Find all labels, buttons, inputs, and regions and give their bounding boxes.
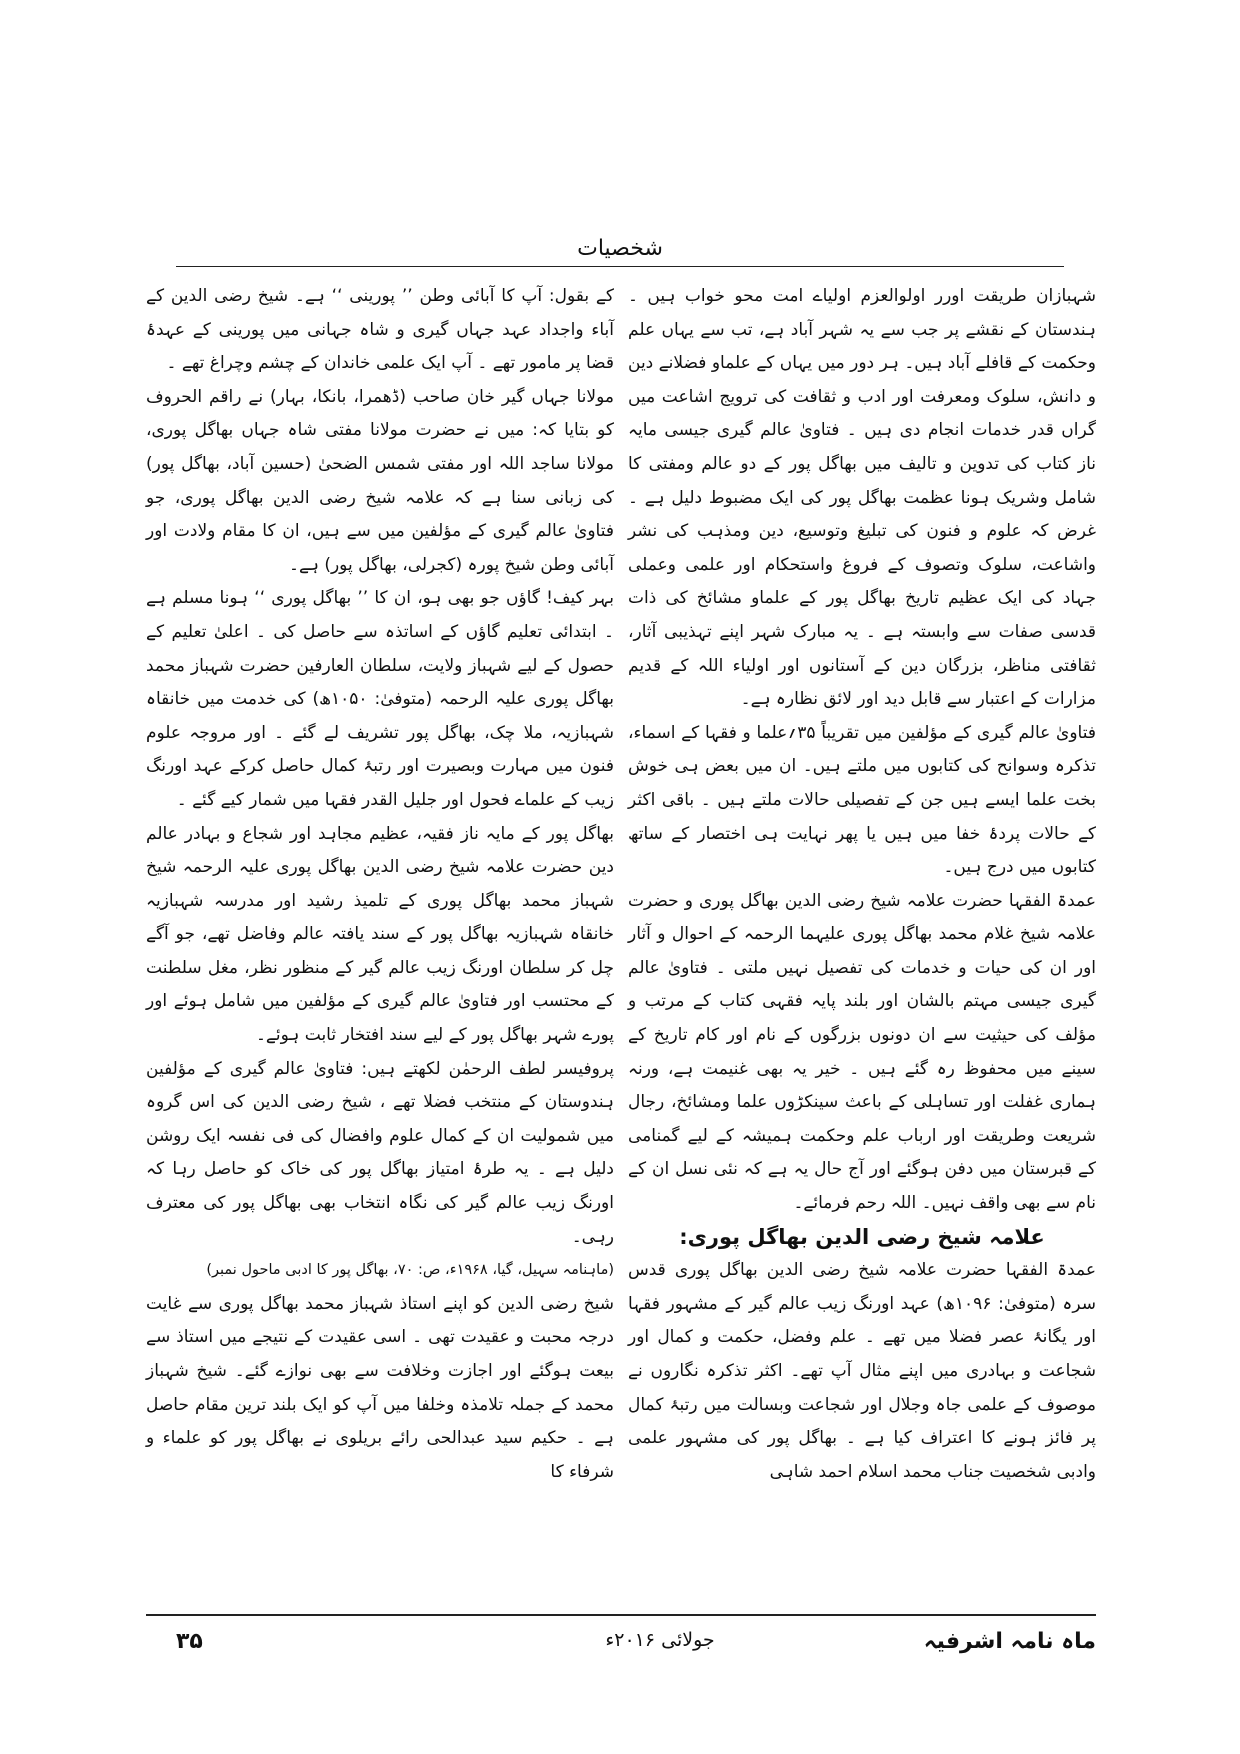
- footer-rule: [146, 1614, 1096, 1616]
- issue-date: جولائی ۲۰۱۶ء: [605, 1629, 715, 1651]
- left-paragraph-1: کے بقول: آپ کا آبائی وطن ’’ پورینی ‘‘ ہے۔ شیخ رضی الدین کے آباء واجداد عہد جہاں گیری و شاہ جہانی میں پورینی کے عہدۂ قضا پر مامور تھے ۔ آپ ایک علمی خاندان کے چشم وچراغ تھے ۔: [146, 286, 614, 374]
- section-heading: علامہ شیخ رضی الدین بھاگل پوری:: [679, 1224, 1045, 1249]
- header-rule: [176, 266, 1064, 267]
- left-paragraph-6: شیخ رضی الدین کو اپنے استاذ شہباز محمد بھاگل پوری سے غایت درجہ محبت و عقیدت تھی ۔ اسی عقیدت کے نتیجے میں استاذ سے بیعت ہوگئے اور اجازت وخلافت سے بھی نوازے گئے۔ شیخ شہباز محمد کے جملہ تلامذہ وخلفا میں آپ کو ایک بلند ترین مقام حاصل ہے ۔ حکیم سید عبدالحی رائے بریلوی نے بھاگل پور کو علماء و شرفاء کا: [146, 1293, 614, 1482]
- magazine-name: ماہ نامہ اشرفیہ: [923, 1629, 1096, 1654]
- left-paragraph-4: بھاگل پور کے مایہ ناز فقیہ، عظیم مجاہد اور شجاع و بہادر عالم دین حضرت علامہ شیخ رضی الدین بھاگل پوری علیہ الرحمہ شیخ شہباز محمد بھاگل پوری کے تلمیذ رشید اور مدرسہ شہبازیہ خانقاہ شہبازیہ بھاگل پور کے سند یافتہ عالم وفاضل تھے، جو آگے چل کر سلطان اورنگ زیب عالم گیر کے منظور نظر، مغل سلطنت کے محتسب اور فتاویٰ عالم گیری کے مؤلفین میں شامل ہوئے اور پورے شہر بھاگل پور کے لیے سند افتخار ثابت ہوئے۔: [146, 823, 614, 1046]
- right-paragraph-3: عمدۃ الفقہا حضرت علامہ شیخ رضی الدین بھاگل پوری و حضرت علامہ شیخ غلام محمد بھاگل پوری علیہما الرحمہ کے احوال و آثار اور ان کی حیات و خدمات کی تفصیل نہیں ملتی ۔ فتاویٰ عالم گیری جیسی مہتم بالشان اور بلند پایہ فقہی کتاب کے مرتب و مؤلف کی حیثیت سے ان دونوں بزرگوں کے نام اور کام تاریخ کے سینے میں محفوظ رہ گئے ہیں ۔ خیر یہ بھی غنیمت ہے، ورنہ ہماری غفلت اور تساہلی کے باعث سینکڑوں علما ومشائخ، رجال شریعت وطریقت اور ارباب علم وحکمت ہمیشہ کے لیے گمنامی کے قبرستان میں دفن ہوگئے اور آج حال یہ ہے کہ نئی نسل ان کے نام سے بھی واقف نہیں۔ اللہ رحم فرمائے۔: [628, 890, 1096, 1214]
- right-paragraph-2: فتاویٰ عالم گیری کے مؤلفین میں تقریباً ۳۵؍علما و فقہا کے اسماء، تذکرہ وسوانح کی کتابوں میں ملتے ہیں۔ ان میں بعض ہی خوش بخت علما ایسے ہیں جن کے تفصیلی حالات ملتے ہیں ۔ باقی اکثر کے حالات پردۂ خفا میں ہیں یا پھر نہایت ہی اختصار کے ساتھ کتابوں میں درج ہیں۔: [628, 722, 1096, 878]
- running-header: شخصیات: [577, 236, 663, 261]
- left-paragraph-5: پروفیسر لطف الرحمٰن لکھتے ہیں: فتاویٰ عالم گیری کے مؤلفین ہندوستان کے منتخب فضلا تھے ، شیخ رضی الدین کی اس گروہ میں شمولیت ان کے کمال علوم وافضال کی فی نفسہ ایک روشن دلیل ہے ۔ یہ طرۂ امتیاز بھاگل پور کی خاک کو حاصل رہا کہ اورنگ زیب عالم گیر کی نگاہ انتخاب بھی بھاگل پور کی معترف رہی۔: [146, 1058, 614, 1247]
- page-number: ۳۵: [176, 1629, 203, 1654]
- left-paragraph-3: بہر کیف! گاؤں جو بھی ہو، ان کا ’’ بھاگل پوری ‘‘ ہونا مسلم ہے ۔ ابتدائی تعلیم گاؤں کے اساتذہ سے حاصل کی ۔ اعلیٰ تعلیم کے حصول کے لیے شہباز ولایت، سلطان العارفین حضرت شہباز محمد بھاگل پوری علیہ الرحمہ (متوفیٰ: ۱۰۵۰ھ) کی خدمت میں خانقاہ شہبازیہ، ملا چک، بھاگل پور تشریف لے گئے ۔ اور مروجہ علوم فنون میں مہارت وبصیرت اور رتبۂ کمال حاصل کرکے عہد اورنگ زیب کے علماے فحول اور جلیل القدر فقہا میں شمار کیے گئے ۔: [146, 588, 614, 810]
- citation: (ماہنامہ سہیل، گیا، ۱۹۶۸ء، ص: ۷۰، بھاگل پور کا ادبی ماحول نمبر): [206, 1262, 614, 1279]
- left-column: [146, 280, 614, 1489]
- right-column: [628, 280, 1096, 1489]
- left-paragraph-2: مولانا جہاں گیر خان صاحب (ڈھمرا، بانکا، بہار) نے راقم الحروف کو بتایا کہ: میں نے حضرت مولانا مفتی شاہ جہاں بھاگل پوری، مولانا ساجد اللہ اور مفتی شمس الضحیٰ (حسین آباد، بھاگل پور) کی زبانی سنا ہے کہ علامہ شیخ رضی الدین بھاگل پوری، جو فتاویٰ عالم گیری کے مؤلفین میں سے ہیں، ان کا مقام ولادت اور آبائی وطن شیخ پورہ (کجرلی، بھاگل پور) ہے۔: [146, 386, 614, 575]
- right-intro-paragraph: شہبازان طریقت اورر اولوالعزم اولیاے امت محو خواب ہیں ۔ ہندستان کے نقشے پر جب سے یہ شہر آباد ہے، تب سے یہاں علم وحکمت کے قافلے آباد ہیں۔ ہر دور میں یہاں کے علماو فضلانے دین و دانش، سلوک ومعرفت اور ادب و ثقافت کی ترویج اشاعت میں گراں قدر خدمات انجام دی ہیں ۔ فتاویٰ عالم گیری جیسی مایہ ناز کتاب کی تدوین و تالیف میں بھاگل پور کے دو عالم ومفتی کا شامل وشریک ہونا عظمت بھاگل پور کی ایک مضبوط دلیل ہے ۔ غرض کہ علوم و فنون کی تبلیغ وتوسیع، دین ومذہب کی نشر واشاعت، سلوک وتصوف کے فروغ واستحکام اور علمی وعملی جہاد کی ایک عظیم تاریخ بھاگل پور کے علماو مشائخ کی ذات قدسی صفات سے وابستہ ہے ۔ یہ مبارک شہر اپنے تہذیبی آثار، ثقافتی مناظر، بزرگان دین کے آستانوں اور اولیاء اللہ کے قدیم مزارات کے اعتبار سے قابل دید اور لائق نظارہ ہے۔: [628, 286, 1096, 710]
- right-paragraph-4: عمدۃ الفقہا حضرت علامہ شیخ رضی الدین بھاگل پوری قدس سرہ (متوفیٰ: ۱۰۹۶ھ) عہد اورنگ زیب عالم گیر کے مشہور فقہا اور یگانۂ عصر فضلا میں تھے ۔ علم وفضل، حکمت و کمال اور شجاعت و بہادری میں اپنے مثال آپ تھے۔ اکثر تذکرہ نگاروں نے موصوف کے علمی جاہ وجلال اور شجاعت وبسالت میں رتبۂ کمال پر فائز ہونے کا اعتراف کیا ہے ۔ بھاگل پور کی مشہور علمی وادبی شخصیت جناب محمد اسلام احمد شاہی: [628, 1260, 1096, 1482]
